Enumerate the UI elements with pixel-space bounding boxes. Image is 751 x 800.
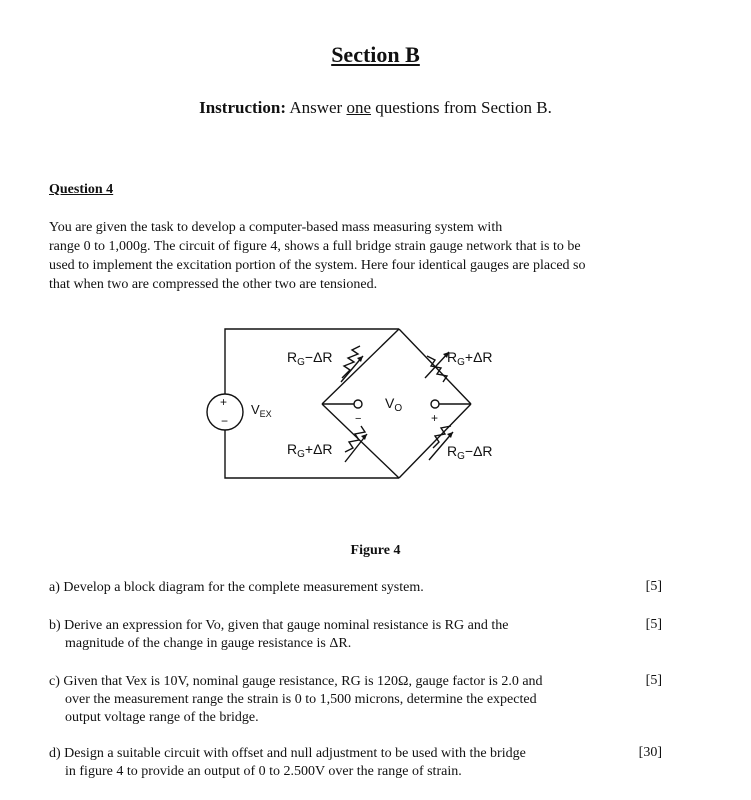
label-rg-minus-top: $R_G-\Delta R$ <box>287 349 333 368</box>
part-b-line: b) Derive an expression for Vo, given that gauge nominal resistance is RG and the <box>49 618 509 633</box>
part-c-mark: [5] <box>645 673 662 688</box>
instruction <box>0 98 751 118</box>
part-a-line: a) Develop a block diagram for the complete measurement system. <box>49 580 424 595</box>
label-rg-plus-bottom: $R_G+\Delta R$ <box>287 441 333 460</box>
part-a <box>49 579 629 597</box>
label-vo: $V_O$ <box>385 395 403 414</box>
instruction-emphasis: one <box>346 98 372 117</box>
label-vex: $V_{EX}$ <box>251 402 272 419</box>
instruction-post: questions from Section B. <box>371 98 552 117</box>
part-b-line: magnitude of the change in gauge resistance is ΔR. <box>65 636 352 651</box>
intro-line: You are given the task to develop a computer-based mass measuring system with <box>49 220 503 235</box>
svg-text:+: + <box>220 395 228 409</box>
output-terminal-minus <box>354 400 362 408</box>
part-c-line: output voltage range of the bridge. <box>65 710 259 725</box>
part-a-mark: [5] <box>645 579 662 594</box>
part-d <box>49 745 629 781</box>
part-c-line: c) Given that Vex is 10V, nominal gauge resistance, RG is 120Ω, gauge factor is 2.0 and <box>49 674 543 689</box>
instruction-label: Instruction: <box>199 98 287 117</box>
label-rg-minus-bottom: $R_G-\Delta R$ <box>447 443 493 462</box>
intro-line: range 0 to 1,000g. The circuit of figure 4, shows a full bridge strain gauge network that is to be <box>49 239 581 254</box>
svg-text:+: + <box>431 411 439 425</box>
svg-text:−: − <box>355 413 362 425</box>
question-heading: Question 4 <box>49 182 114 197</box>
part-d-line: in figure 4 to provide an output of 0 to 2.500V over the range of strain. <box>65 764 462 779</box>
figure-caption: Figure 4 <box>350 543 401 558</box>
output-terminal-plus <box>431 400 439 408</box>
figure-label-text <box>0 0 1 1</box>
intro-line: that when two are compressed the other two are tensioned. <box>49 277 378 292</box>
instruction-pre: Answer <box>289 98 347 117</box>
bridge-circuit-diagram <box>195 322 535 488</box>
bridge-arm-top-left <box>322 329 399 404</box>
part-b-mark: [5] <box>645 617 662 632</box>
part-d-mark: [30] <box>638 745 662 760</box>
label-rg-plus-top: $R_G+\Delta R$ <box>447 349 493 368</box>
svg-text:−: − <box>221 414 229 428</box>
question-intro <box>49 218 689 294</box>
part-b <box>49 617 629 653</box>
part-c <box>49 673 629 727</box>
part-c-line: over the measurement range the strain is 0 to 1,500 microns, determine the expected <box>65 692 537 707</box>
intro-line: used to implement the excitation portion of the system. Here four identical gauges are placed so <box>49 258 586 273</box>
part-d-line: d) Design a suitable circuit with offset and null adjustment to be used with the bridge <box>49 746 526 761</box>
section-title: Section B <box>331 42 420 67</box>
